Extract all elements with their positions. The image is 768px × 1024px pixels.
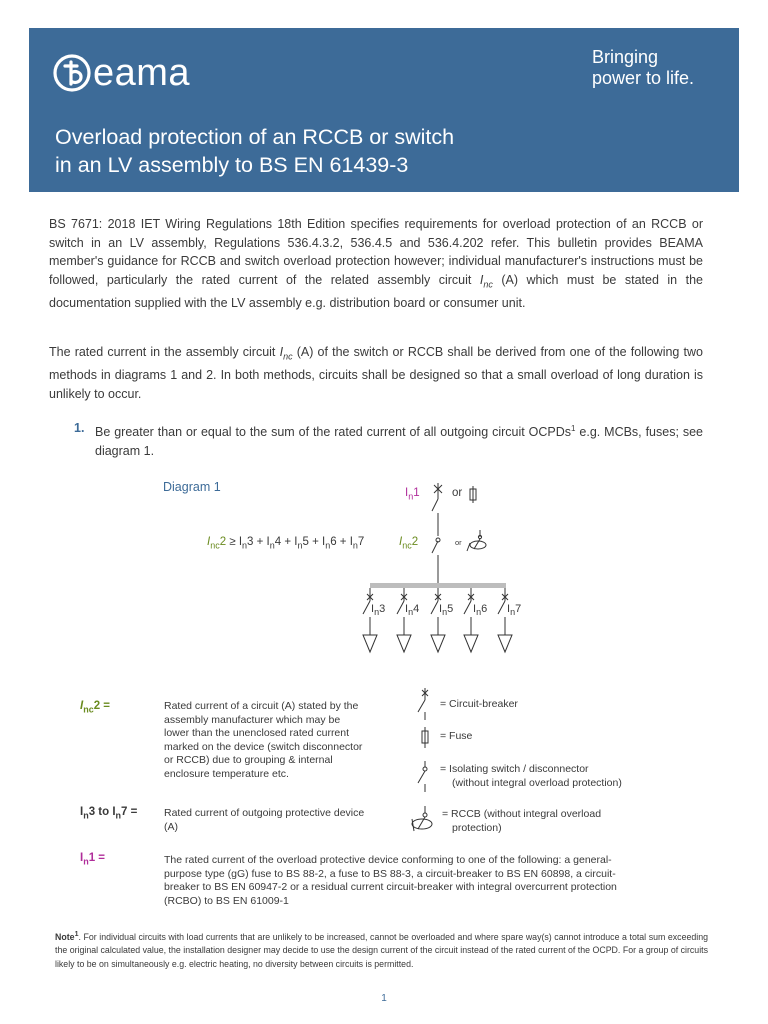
rccb-small-symbol [467,530,486,551]
legend-inc2-key: $I_{nc}2$ = [80,700,111,715]
intro-paragraph-2 [49,343,703,403]
tagline [592,47,694,89]
symbol-cb-text: = Circuit-breaker [440,698,518,710]
logo-wordmark: eama [93,52,191,94]
inc-symbol: $I_{nc}$ [479,272,493,289]
inc-symbol-2: $I_{nc}$ [279,345,293,362]
branch-label-in6: $I_n6$ [473,603,488,618]
inc2-label: $I_{nc}2$ [399,536,419,551]
legend-rccb-symbol [412,806,432,831]
fuse-symbol [470,486,476,503]
legend-fuse-symbol [422,727,428,748]
diagram-1-label: Diagram 1 [163,480,221,494]
branch-in5 [431,588,445,652]
branch-label-in4: $I_n4$ [405,603,420,618]
legend-switch-symbol [418,761,427,792]
p2-text-b: (A) of the switch or RCCB shall be derived from one of the following two methods in diagrams 1 and 2. In both methods, circuits shall be designed so that a small overload of long duration is unlikely to occur. [49,345,703,401]
legend-in1-desc: The rated current of the overload protective device conforming to one of the following: a general-purpose type (gG) fuse to BS 88-2, a fuse to BS 88-3, a circuit-breaker to BS EN 60898, a circuit-breaker to BS EN 60947-2 or a residual current circuit-breaker with integral overcurrent protection (RCBO) to BS EN 61009-1 [164,854,617,907]
p1-text-a: BS 7671: 2018 IET Wiring Regulations 18th Edition specifies requirements for overload protection of an RCCB or switch in an LV assembly, Regulations 536.4.3.2, 536.4.5 and 536.4.202 refer. This bulletin provides BEAMA member's guidance for RCCB and switch overload protection however; individual manufacturer's instructions must be followed, particularly the rated current of the related assembly circuit [49,217,703,287]
beama-logo-icon [53,54,91,92]
legend-inc2-desc: Rated current of a circuit (A) stated by the assembly manufacturer which may be lower than the unenclosed rated current marked on the device (switch disconnector or RCCB) due to grouping & internal enclosure temperature etc. [164,700,363,780]
page-title [55,123,454,179]
symbol-fuse-text: = Fuse [440,730,473,742]
branch-in3 [363,588,377,652]
branch-in4 [397,588,411,652]
or-label: or [452,487,463,499]
in1-label: $I_n1$ [405,487,420,502]
branch-in6 [464,588,478,652]
tagline-line-1: Bringing [592,47,659,67]
method-1-number: 1. [74,421,85,435]
branch-label-in7: $I_n7$ [507,603,522,618]
legend-in3-key: $I_n3$ to $I_n7$ = [80,806,138,821]
legend-cb-symbol [418,688,428,720]
legend-in1-key: $I_n1$ = [80,852,106,867]
header-banner [29,28,739,192]
legend-in3-desc: Rated current of outgoing protective device (A) [164,807,365,833]
branch-label-in3: $I_n3$ [371,603,386,618]
footnote: Note$^1$. For individual circuits with load currents that are unlikely to be increased, cannot be overloaded and where spare way(s) cannot introduce a total sum exceeding the original calculated value, the installation designer may decide to use the design current of the circuit instead of the rated current of the OCPD. For a group of circuits likely to be on simultaneously e.g. electric heating, no diversity between circuits is permitted. [55,931,708,969]
inc2-switch-symbol [432,538,440,585]
page-title-line-1: Overload protection of an RCCB or switch [55,125,455,149]
symbol-switch-text: = Isolating switch / disconnector (without integral overload protection) [440,763,622,789]
p2-text-a: The rated current in the assembly circuit [49,345,280,359]
intro-paragraph-1 [49,215,703,312]
branch-label-in5: $I_n5$ [439,603,454,618]
or-small-label: or [455,538,462,547]
busbar [370,583,506,588]
branch-symbols [363,588,512,652]
beama-logo [53,54,190,92]
symbol-rccb-text: = RCCB (without integral overload protection) [442,808,602,834]
branch-in7 [498,588,512,652]
p1-text-b: (A) which must be stated in the documentation supplied with the LV assembly e.g. distribution board or consumer unit. [49,272,703,310]
method-1-text: Be greater than or equal to the sum of the rated current of all outgoing circuit OCPDs$^1$ e.g. MCBs, fuses; see diagram 1. [95,424,703,459]
in1-breaker-symbol [432,483,442,536]
tagline-line-2: power to life. [592,68,695,88]
formula-label: $I_{nc}2 \ge I_n3 + I_n4 + I_n5 + I_n6 + I_n7$ [207,536,365,551]
page-title-line-2: in an LV assembly to BS EN 61439-3 [55,153,409,177]
page-number: 1 [381,993,387,1004]
